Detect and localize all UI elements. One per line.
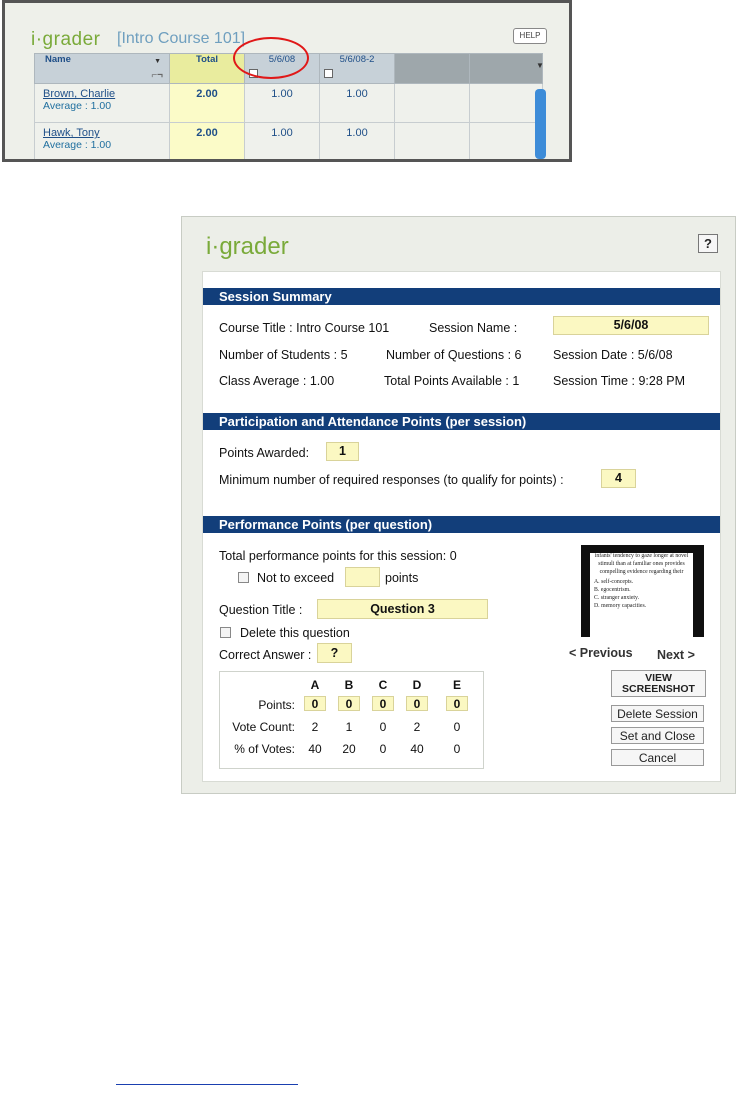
not-exceed-input[interactable] [345, 567, 380, 587]
total-points-label: Total Points Available : [384, 374, 509, 388]
answer-header: E [452, 678, 461, 692]
answer-header: C [378, 678, 388, 692]
course-title-label: Course Title : [219, 321, 293, 335]
vote-count-value: 0 [379, 720, 387, 734]
class-average-row [219, 374, 334, 388]
section-header-participation: Participation and Attendance Points (per session) [203, 413, 720, 430]
student-cell [35, 123, 170, 162]
column-header-session-2[interactable] [320, 54, 395, 84]
igrader-logo: i·grader [31, 29, 101, 50]
num-students-row [219, 348, 348, 362]
empty-cell [470, 123, 543, 162]
dialog-panel [202, 271, 721, 782]
empty-cell [470, 84, 543, 123]
delete-session-button[interactable]: Delete Session [611, 705, 704, 722]
answer-header: D [412, 678, 422, 692]
set-and-close-button[interactable]: Set and Close [611, 727, 704, 744]
course-title-row [219, 321, 389, 335]
empty-cell [395, 84, 470, 123]
screenshot-option: A. self-concepts. [594, 579, 634, 586]
not-exceed-checkbox[interactable] [238, 572, 249, 583]
pct-votes-value: 40 [308, 742, 322, 756]
num-students-value: 5 [340, 348, 348, 362]
delete-question-label: Delete this question [240, 626, 350, 640]
pct-votes-value: 0 [453, 742, 461, 756]
table-row [35, 84, 543, 123]
course-title: [Intro Course 101] [117, 30, 246, 47]
session-time-value: 9:28 PM [638, 374, 686, 388]
column-header-name[interactable] [35, 54, 170, 84]
correct-answer-label: Correct Answer : [219, 648, 312, 662]
total-points-row [384, 374, 519, 388]
min-responses-input[interactable]: 4 [601, 469, 636, 488]
score-cell[interactable]: 1.00 [245, 123, 320, 162]
vote-count-label: Vote Count: [232, 720, 295, 734]
class-average-label: Class Average : [219, 374, 307, 388]
answer-header: A [310, 678, 320, 692]
points-input[interactable]: 0 [446, 696, 468, 711]
screenshot-options [590, 579, 693, 610]
course-title-value: Intro Course 101 [296, 321, 390, 335]
pct-votes-label: % of Votes: [234, 742, 295, 756]
previous-link[interactable]: < Previous [569, 646, 633, 660]
session-date-row [553, 348, 673, 362]
hyperlink-underline[interactable] [116, 1084, 298, 1085]
points-awarded-label: Points Awarded: [219, 446, 310, 460]
section-header-performance: Performance Points (per question) [203, 516, 720, 533]
session-2-label: 5/6/08-2 [339, 54, 375, 65]
session-time-row [553, 374, 685, 388]
session-2-checkbox[interactable] [324, 69, 333, 78]
pct-votes-value: 0 [379, 742, 387, 756]
annotation-circle [233, 37, 309, 79]
sort-down-icon[interactable]: ▼ [154, 58, 161, 65]
empty-cell [395, 123, 470, 162]
score-cell[interactable]: 1.00 [320, 84, 395, 123]
section-header-session-summary: Session Summary [203, 288, 720, 305]
score-cell[interactable]: 1.00 [320, 123, 395, 162]
question-title-label: Question Title : [219, 603, 303, 617]
student-average: Average : 1.00 [43, 100, 112, 112]
not-exceed-label: Not to exceed [257, 571, 335, 585]
total-performance-label: Total performance points for this session: [219, 549, 447, 563]
session-date-label: Session Date : [553, 348, 635, 362]
question-screenshot-thumbnail[interactable] [581, 545, 704, 637]
gradebook-screenshot [2, 0, 572, 162]
votes-table [219, 671, 484, 769]
question-title-input[interactable]: Question 3 [317, 599, 488, 619]
next-link[interactable]: Next > [657, 648, 695, 662]
vote-count-value: 2 [311, 720, 319, 734]
student-cell [35, 84, 170, 123]
total-cell: 2.00 [170, 123, 245, 162]
student-name-link[interactable]: Hawk, Tony [43, 127, 100, 139]
vertical-scrollbar[interactable] [535, 89, 546, 159]
total-performance-value: 0 [449, 549, 457, 563]
student-average: Average : 1.00 [43, 139, 112, 151]
screenshot-question-text: infants' tendency to gaze longer at novel stimuli than at familiar ones provides compelling evidence regarding their [594, 553, 689, 575]
session-1-label: 5/6/08 [268, 54, 296, 65]
column-header-empty [395, 54, 470, 84]
column-header-empty [470, 54, 543, 84]
num-students-label: Number of Students : [219, 348, 338, 362]
correct-answer-input[interactable]: ? [317, 643, 352, 663]
view-screenshot-label-1: VIEW [645, 672, 672, 684]
total-cell: 2.00 [170, 84, 245, 123]
points-input[interactable]: 0 [304, 696, 326, 711]
column-header-total[interactable]: Total [170, 54, 245, 84]
pct-votes-value: 40 [410, 742, 424, 756]
points-awarded-input[interactable]: 1 [326, 442, 359, 461]
points-suffix-label: points [385, 571, 419, 585]
help-button[interactable]: HELP [513, 28, 547, 44]
cancel-button[interactable]: Cancel [611, 749, 704, 766]
vote-count-value: 0 [453, 720, 461, 734]
session-date-value: 5/6/08 [637, 348, 673, 362]
vote-count-value: 1 [345, 720, 353, 734]
num-questions-row [386, 348, 522, 362]
igrader-logo: i·grader [206, 233, 289, 260]
session-name-input[interactable]: 5/6/08 [553, 316, 709, 335]
delete-question-checkbox[interactable] [220, 627, 231, 638]
pct-votes-value: 20 [342, 742, 356, 756]
class-average-value: 1.00 [309, 374, 335, 388]
session-time-label: Session Time : [553, 374, 635, 388]
screenshot-page [590, 553, 693, 637]
screenshot-option: C. stranger anxiety. [594, 595, 640, 602]
points-input[interactable]: 0 [372, 696, 394, 711]
session-name-label: Session Name : [429, 321, 518, 335]
scroll-menu-icon[interactable]: ▼ [536, 61, 544, 70]
vote-count-value: 2 [413, 720, 421, 734]
points-row-label: Points: [258, 698, 295, 712]
view-screenshot-label-2: SCREENSHOT [622, 683, 695, 695]
screenshot-option: D. memory capacities. [594, 602, 647, 609]
points-input[interactable]: 0 [338, 696, 360, 711]
num-questions-label: Number of Questions : [386, 348, 512, 362]
column-name-label: Name [45, 54, 71, 65]
num-questions-value: 6 [514, 348, 522, 362]
answer-header: B [344, 678, 354, 692]
total-performance-row [219, 549, 457, 563]
total-points-value: 1 [512, 374, 520, 388]
screenshot-option: B. egocentrism. [594, 587, 631, 594]
table-row [35, 123, 543, 162]
view-screenshot-button[interactable] [611, 670, 706, 697]
session-dialog [181, 216, 736, 794]
points-input[interactable]: 0 [406, 696, 428, 711]
score-cell[interactable]: 1.00 [245, 84, 320, 123]
min-responses-label: Minimum number of required responses (to qualify for points) : [219, 473, 564, 487]
glasses-icon[interactable]: ⌐¬ [151, 70, 163, 81]
student-name-link[interactable]: Brown, Charlie [43, 88, 116, 100]
help-icon[interactable]: ? [698, 234, 718, 253]
